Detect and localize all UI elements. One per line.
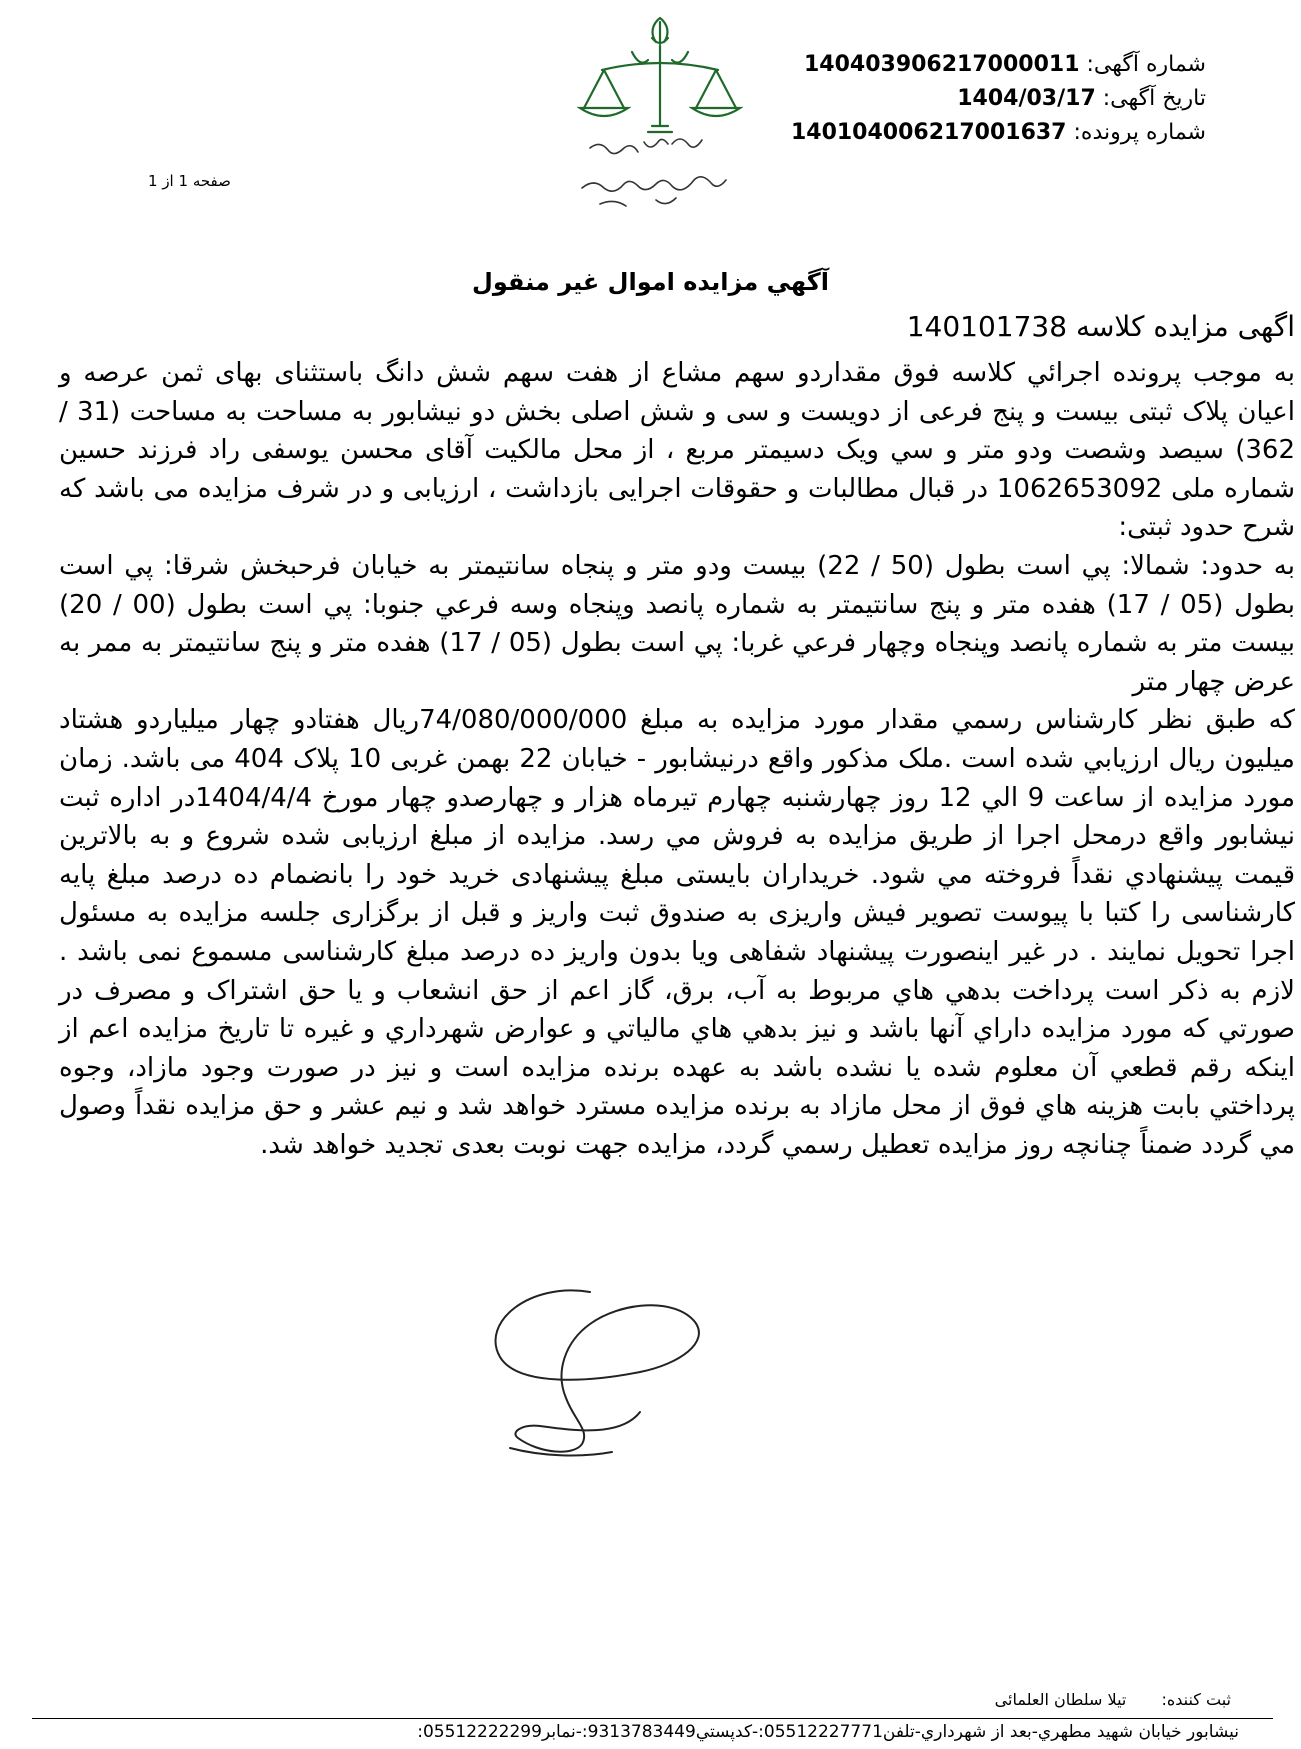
notice-body <box>59 354 1295 1164</box>
body-paragraph-auction-terms: که طبق نظر کارشناس رسمي مقدار مورد مزایده به مبلغ 74/080/000/000ریال هفتادو چهار میلیاردو هشتاد میلیون ریال ارزیابي شده است .ملک مذکور واقع درنیشابور - خیابان 22 بهمن غربی 10 پلاک 404 می باشد. زمان مورد مزایده از ساعت 9 الي 12 روز چهارشنبه چهارم تیرماه هزار و چهارصدو چهار مورخ 1404/4/4در اداره ثبت نیشابور واقع درمحل اجرا از طریق مزایده به فروش مي رسد. مزایده از مبلغ ارزیابی شده شروع و به بالاترین قیمت پیشنهادي نقداً فروخته مي شود. خریداران بایستی مبلغ پیشنهادی خرید خود را بانضمام ده درصد مبلغ پایه کارشناسی را کتبا با پیوست تصویر فیش واریزی به صندوق ثبت واریز و قبل از برگزاری جلسه مزایده به مسئول اجرا تحویل نمایند . در غیر اینصورت پیشنهاد شفاهی ویا بدون واریز ده درصد مبلغ کارشناسی مسموع نمی باشد . لازم به ذکر است پرداخت بدهي هاي مربوط به آب، برق، گاز اعم از حق انشعاب و یا حق اشتراک و مصرف در صورتي که مورد مزایده داراي آنها باشد و نیز بدهي هاي مالیاتي و عوارض شهرداري و غیره تا تاریخ مزایده اعم از اینکه رقم قطعي آن معلوم شده یا نشده باشد به عهده برنده مزایده است و نیز در صورت وجود مازاد، وجوه پرداختي بابت هزینه هاي فوق از محل مازاد به برنده مزایده مسترد خواهد شد و نیم عشر و حق مزایده نقداً وصول مي گردد ضمناً چنانچه روز مزایده تعطیل رسمي گردد، مزایده جهت نوبت بعدی تجدید خواهد شد. <box>59 705 1295 1160</box>
case-number: 140104006217001637 <box>790 120 1067 145</box>
handwritten-signature-icon <box>470 1262 730 1462</box>
notice-date-row <box>786 82 1206 116</box>
document-title: آگهي مزايده اموال غير منقول <box>472 268 829 296</box>
page-indicator: صفحه 1 از 1 <box>148 172 231 190</box>
recorder-name: تیلا سلطان العلمائی <box>994 1690 1127 1709</box>
notice-number: 140403906217000011 <box>803 52 1080 77</box>
recorder <box>995 1690 1231 1709</box>
footer-divider <box>32 1718 1273 1719</box>
notice-heading: اگهی مزایده کلاسه 140101738 <box>906 310 1295 343</box>
recorder-label: ثبت کننده: <box>1161 1690 1231 1709</box>
case-number-label: شماره پرونده: <box>1073 120 1206 145</box>
judiciary-scales-emblem-icon <box>560 8 760 223</box>
case-number-row <box>786 116 1206 150</box>
notice-date: 1404/03/17 <box>957 86 1096 111</box>
body-paragraph-property: به موجب پرونده اجرائي كلاسه فوق مقداردو سهم مشاع از هفت سهم شش دانگ باستثنای بهای ثمن عرصه و اعیان پلاک ثبتی بیست و پنج فرعی از دویست و سی و شش اصلی بخش دو نیشابور به مساحت به مساحت (31 / 362) سیصد وشصت ودو متر و سي ویک دسیمتر مربع ، از محل مالکیت آقای محسن یوسفی راد فرزند حسین شماره ملی 1062653092 در قبال مطالبات و حقوقات اجرایی بازداشت ، ارزیابی و در شرف مزایده می باشد که شرح حدود ثبتی: <box>59 358 1295 543</box>
body-paragraph-boundaries: به حدود: شمالا: پي است بطول (50 / 22) بیست ودو متر و پنجاه سانتیمتر به خیابان فرحبخش شرقا: پي است بطول (05 / 17) هفده متر و پنج سانتیمتر به شماره پانصد وپنجاه وسه فرعي جنوبا: پي است بطول (00 / 20) بیست متر به شماره پانصد وپنجاه وچهار فرعي غربا: پي است بطول (05 / 17) هفده متر و پنج سانتیمتر به ممر به عرض چهار متر <box>59 550 1295 697</box>
notice-date-label: تاریخ آگهی: <box>1102 86 1206 111</box>
notice-metadata <box>786 48 1206 150</box>
office-address: نيشابور خيابان شهيد مطهري-بعد از شهرداري-تلفن05512227771:-كدپستي9313783449:-نمابر05512222299: <box>417 1722 1239 1742</box>
notice-number-row <box>786 48 1206 82</box>
notice-number-label: شماره آگهی: <box>1086 52 1206 77</box>
